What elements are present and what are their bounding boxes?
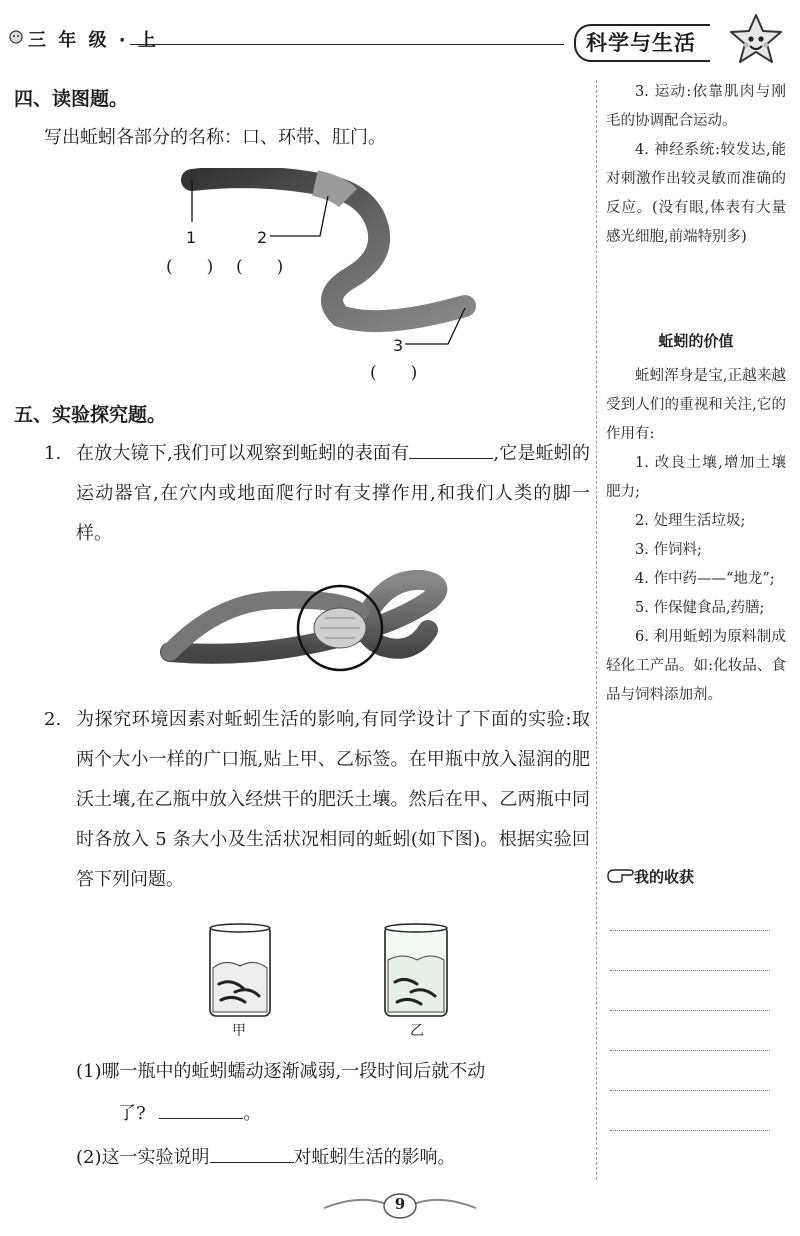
answer-paren-2[interactable]: ( ) xyxy=(236,257,284,277)
subquestion-1-end: 。 xyxy=(243,1103,262,1124)
question-1-text-a: 在放大镜下,我们可以观察到蚯蚓的表面有 xyxy=(76,443,410,464)
section-4-heading: 四、读图题。 xyxy=(14,88,129,110)
subquestion-2-blank[interactable] xyxy=(210,1161,294,1163)
sidebar-value-heading: 蚯蚓的价值 xyxy=(658,332,734,350)
question-2-text: 为探究环境因素对蚯蚓生活的影响,有同学设计了下面的实验:取两个大小一样的广口瓶,贴上甲、乙标签。在甲瓶中放入湿润的肥沃土壤,在乙瓶中放入经烘干的肥沃土壤。然后在甲、乙两瓶中同时各放入 5 条大小及生活状况相同的蚯蚓(如下图)。根据实验回答下列问题。 xyxy=(76,709,590,890)
sidebar-item-2: 2. 处理生活垃圾; xyxy=(635,513,746,529)
label-2: 2 xyxy=(257,228,268,247)
jar-jia xyxy=(210,924,270,1016)
subquestion-1-blank[interactable] xyxy=(159,1117,243,1119)
jar-label-jia: 甲 xyxy=(232,1023,246,1039)
question-1-text-b: ,它是蚯蚓的运动器官,在穴内或地面爬行时有支撑作用,和我们人类的脚一样。 xyxy=(76,443,590,544)
answer-paren-1[interactable]: ( ) xyxy=(166,257,214,277)
earthworm-diagram xyxy=(180,168,480,358)
page-number: 9 xyxy=(394,1195,406,1213)
question-1-text xyxy=(76,434,590,554)
star-mascot-icon xyxy=(726,12,786,68)
question-1-number: 1. xyxy=(44,443,62,464)
sidebar-item-3: 3. 作饲料; xyxy=(635,542,702,558)
jar-yi xyxy=(385,924,447,1016)
pointing-hand-icon xyxy=(606,864,636,884)
label-3: 3 xyxy=(393,336,404,355)
sidebar-p3: 蚯蚓浑身是宝,正越来越受到人们的重视和关注,它的作用有: xyxy=(606,368,786,442)
jars-illustration xyxy=(205,922,485,1030)
section-5-heading: 五、实验探究题。 xyxy=(14,404,167,426)
header-grade: 三 年 级 · 上 xyxy=(28,30,159,51)
earthworm-magnified-image xyxy=(160,570,450,680)
subquestion-1-line-b xyxy=(118,1094,261,1134)
harvest-line-2[interactable] xyxy=(610,970,770,971)
sidebar-notes xyxy=(606,78,786,252)
question-1-blank[interactable] xyxy=(409,457,493,459)
harvest-line-1[interactable] xyxy=(610,930,770,931)
harvest-line-3[interactable] xyxy=(610,1010,770,1011)
column-divider xyxy=(596,80,597,1180)
subquestion-2-text-b: 对蚯蚓生活的影响。 xyxy=(293,1147,456,1168)
harvest-line-6[interactable] xyxy=(610,1130,770,1131)
jar-label-yi: 乙 xyxy=(410,1023,424,1039)
sidebar-item-6: 6. 利用蚯蚓为原料制成轻化工产品。如:化妆品、食品与饲料添加剂。 xyxy=(606,629,786,703)
sidebar-p2: 4. 神经系统:较发达,能对刺激作出较灵敏而准确的反应。(没有眼,体表有大量感光细胞,前端特别多) xyxy=(606,142,786,245)
header-title: 科学与生活 xyxy=(574,24,710,62)
sidebar-harvest-heading: 我的收获 xyxy=(634,868,695,886)
label-1: 1 xyxy=(186,228,197,247)
harvest-line-4[interactable] xyxy=(610,1050,770,1051)
sidebar-item-1: 1. 改良土壤,增加土壤肥力; xyxy=(606,455,786,500)
sidebar-p1: 3. 运动:依靠肌肉与刚毛的协调配合运动。 xyxy=(606,84,786,129)
answer-paren-3[interactable]: ( ) xyxy=(370,363,418,383)
header-rule xyxy=(130,44,564,45)
question-2-number: 2. xyxy=(44,709,62,730)
header-dot-icon xyxy=(8,29,24,45)
subquestion-2-line xyxy=(76,1138,456,1178)
harvest-line-5[interactable] xyxy=(610,1090,770,1091)
sidebar-item-5: 5. 作保健食品,药膳; xyxy=(635,600,765,616)
subquestion-1-text-b: 了? xyxy=(118,1103,146,1124)
sidebar-values xyxy=(606,362,786,710)
sidebar-item-4: 4. 作中药——“地龙”; xyxy=(635,571,775,587)
subquestion-2-text-a: (2)这一实验说明 xyxy=(76,1147,210,1168)
section-4-instruction: 写出蚯蚓各部分的名称：口、环带、肛门。 xyxy=(44,127,386,148)
subquestion-1-line-a: (1)哪一瓶中的蚯蚓蠕动逐渐减弱,一段时间后就不动 xyxy=(76,1061,486,1082)
